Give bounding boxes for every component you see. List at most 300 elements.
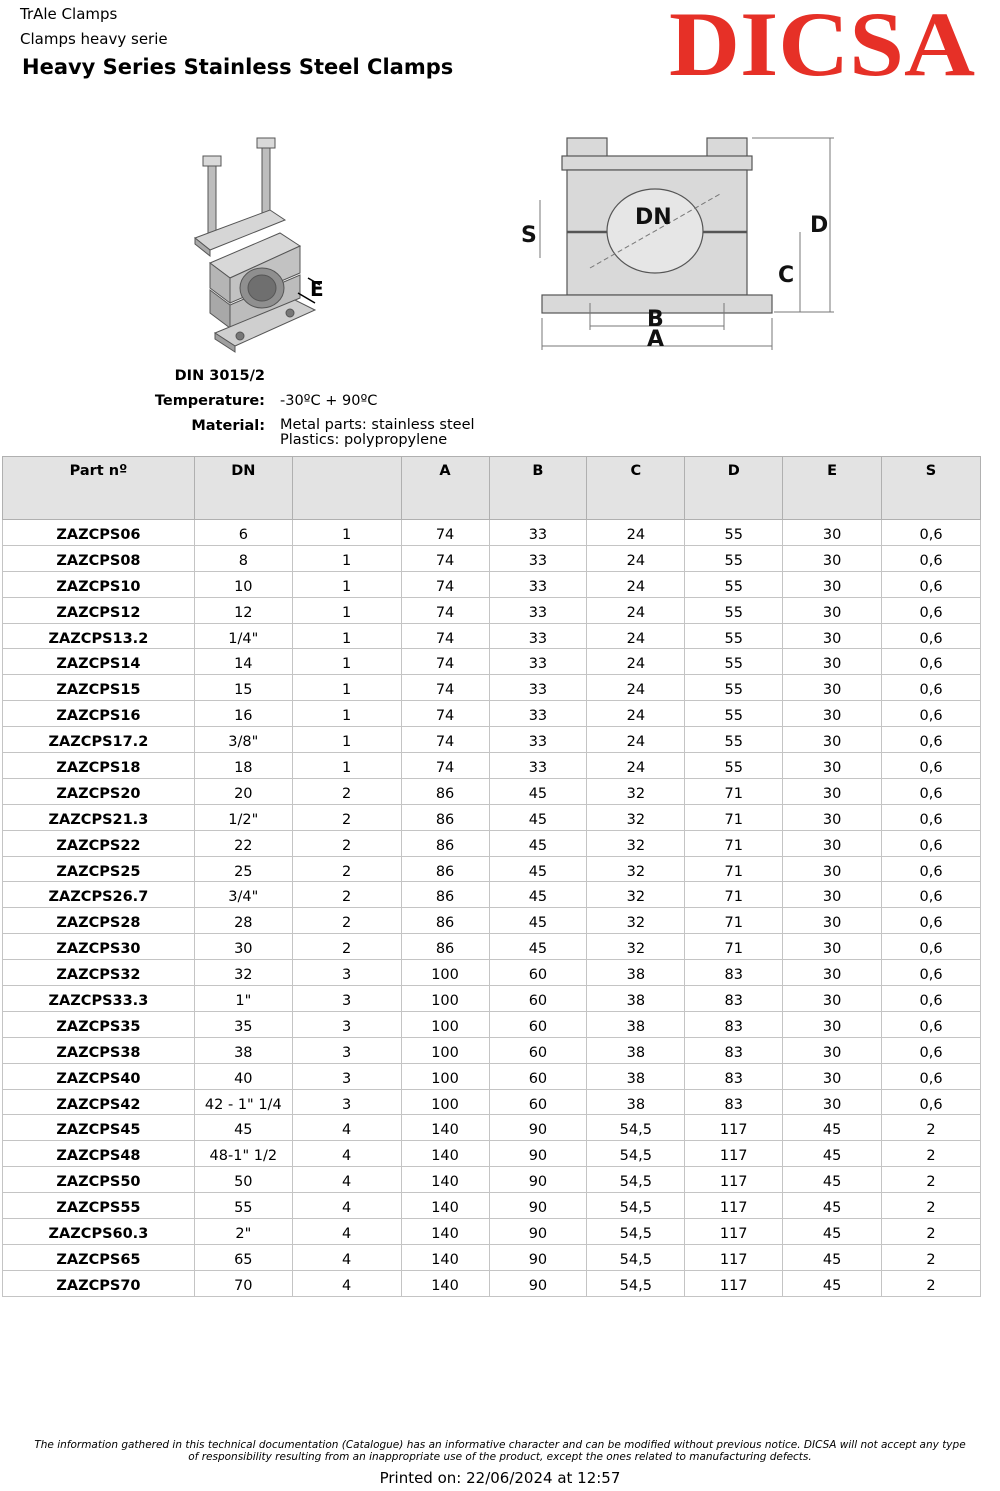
- table-cell: 3: [292, 1063, 401, 1089]
- table-cell: 71: [685, 778, 783, 804]
- table-cell: 45: [194, 1115, 292, 1141]
- table-cell: 86: [401, 882, 489, 908]
- table-cell: 100: [401, 1089, 489, 1115]
- table-cell: 140: [401, 1141, 489, 1167]
- table-row: [3, 727, 981, 753]
- table-cell: 30: [783, 649, 882, 675]
- table-cell: 140: [401, 1193, 489, 1219]
- table-cell: 140: [401, 1244, 489, 1270]
- table-cell: 4: [292, 1270, 401, 1296]
- table-cell: 90: [489, 1219, 587, 1245]
- table-cell: 2: [292, 882, 401, 908]
- disclaimer-line-2: of responsibility resulting from an inappropriate use of the product, except the ones related to manufacturing defects.: [188, 1450, 812, 1463]
- table-cell: 4: [292, 1115, 401, 1141]
- table-cell: 24: [587, 623, 685, 649]
- table-cell: 4: [292, 1167, 401, 1193]
- table-cell: 71: [685, 804, 783, 830]
- table-cell: 30: [783, 804, 882, 830]
- table-cell: 15: [194, 675, 292, 701]
- table-cell: 71: [685, 908, 783, 934]
- table-row: [3, 1270, 981, 1296]
- table-cell: 45: [783, 1244, 882, 1270]
- table-cell: 32: [587, 778, 685, 804]
- part-number-cell: ZAZCPS33.3: [3, 986, 195, 1012]
- table-cell: 83: [685, 1037, 783, 1063]
- table-cell: 1/4": [194, 623, 292, 649]
- table-cell: 86: [401, 934, 489, 960]
- table-cell: 0,6: [882, 908, 981, 934]
- table-cell: 25: [194, 856, 292, 882]
- table-cell: 1: [292, 571, 401, 597]
- table-cell: 83: [685, 1063, 783, 1089]
- table-cell: 90: [489, 1167, 587, 1193]
- table-cell: 38: [587, 1089, 685, 1115]
- table-cell: 83: [685, 960, 783, 986]
- standard-label: DIN 3015/2: [174, 368, 265, 384]
- part-number-cell: ZAZCPS17.2: [3, 727, 195, 753]
- table-cell: 30: [783, 960, 882, 986]
- table-row: [3, 1141, 981, 1167]
- table-row: [3, 753, 981, 779]
- table-cell: 71: [685, 934, 783, 960]
- table-cell: 45: [489, 778, 587, 804]
- table-cell: 1: [292, 649, 401, 675]
- table-cell: 24: [587, 597, 685, 623]
- table-cell: 117: [685, 1193, 783, 1219]
- table-row: [3, 934, 981, 960]
- table-cell: 60: [489, 1063, 587, 1089]
- table-cell: 0,6: [882, 856, 981, 882]
- part-number-cell: ZAZCPS65: [3, 1244, 195, 1270]
- table-cell: 32: [587, 908, 685, 934]
- table-cell: 3: [292, 1089, 401, 1115]
- table-cell: 2: [882, 1193, 981, 1219]
- part-number-cell: ZAZCPS50: [3, 1167, 195, 1193]
- part-number-cell: ZAZCPS28: [3, 908, 195, 934]
- table-cell: 54,5: [587, 1115, 685, 1141]
- table-cell: 32: [587, 934, 685, 960]
- table-cell: 55: [685, 571, 783, 597]
- table-cell: 48-1" 1/2: [194, 1141, 292, 1167]
- table-cell: 45: [489, 908, 587, 934]
- part-number-cell: ZAZCPS42: [3, 1089, 195, 1115]
- table-row: [3, 649, 981, 675]
- table-cell: 55: [194, 1193, 292, 1219]
- table-cell: 0,6: [882, 1037, 981, 1063]
- table-cell: 30: [783, 934, 882, 960]
- table-cell: 30: [783, 571, 882, 597]
- part-number-cell: ZAZCPS45: [3, 1115, 195, 1141]
- table-row: [3, 571, 981, 597]
- table-cell: 30: [783, 1011, 882, 1037]
- table-cell: 140: [401, 1167, 489, 1193]
- table-cell: 30: [194, 934, 292, 960]
- part-number-cell: ZAZCPS55: [3, 1193, 195, 1219]
- clamp-isometric-drawing: [180, 128, 340, 360]
- table-cell: 30: [783, 908, 882, 934]
- table-cell: 30: [783, 778, 882, 804]
- table-cell: 30: [783, 830, 882, 856]
- table-cell: 54,5: [587, 1244, 685, 1270]
- col-part-no: Part nº: [3, 457, 195, 520]
- clamp-dimension-drawing: [512, 128, 842, 358]
- table-cell: 2: [882, 1244, 981, 1270]
- table-row: [3, 1011, 981, 1037]
- table-cell: 74: [401, 649, 489, 675]
- table-header-row: [3, 457, 981, 520]
- table-cell: 100: [401, 986, 489, 1012]
- table-cell: 54,5: [587, 1167, 685, 1193]
- part-number-cell: ZAZCPS18: [3, 753, 195, 779]
- table-cell: 2: [882, 1141, 981, 1167]
- table-row: [3, 597, 981, 623]
- table-row: [3, 1244, 981, 1270]
- material-value: [280, 418, 475, 448]
- temperature-value: -30ºC + 90ºC: [280, 393, 378, 409]
- table-cell: 140: [401, 1115, 489, 1141]
- table-cell: 74: [401, 727, 489, 753]
- table-row: [3, 520, 981, 546]
- part-number-cell: ZAZCPS06: [3, 520, 195, 546]
- table-cell: 100: [401, 1063, 489, 1089]
- table-cell: 90: [489, 1141, 587, 1167]
- table-cell: 100: [401, 1011, 489, 1037]
- table-cell: 86: [401, 856, 489, 882]
- table-cell: 45: [783, 1219, 882, 1245]
- table-cell: 71: [685, 856, 783, 882]
- table-cell: 117: [685, 1244, 783, 1270]
- table-row: [3, 830, 981, 856]
- table-cell: 45: [783, 1167, 882, 1193]
- table-cell: 60: [489, 986, 587, 1012]
- table-cell: 3/4": [194, 882, 292, 908]
- part-number-cell: ZAZCPS26.7: [3, 882, 195, 908]
- table-cell: 0,6: [882, 882, 981, 908]
- table-row: [3, 986, 981, 1012]
- part-number-cell: ZAZCPS21.3: [3, 804, 195, 830]
- table-cell: 40: [194, 1063, 292, 1089]
- table-cell: 32: [587, 830, 685, 856]
- table-cell: 0,6: [882, 804, 981, 830]
- table-cell: 33: [489, 727, 587, 753]
- part-number-cell: ZAZCPS70: [3, 1270, 195, 1296]
- table-cell: 45: [489, 804, 587, 830]
- table-cell: 20: [194, 778, 292, 804]
- part-number-cell: ZAZCPS32: [3, 960, 195, 986]
- table-cell: 54,5: [587, 1141, 685, 1167]
- table-cell: 32: [194, 960, 292, 986]
- table-cell: 30: [783, 545, 882, 571]
- table-cell: 45: [783, 1115, 882, 1141]
- part-number-cell: ZAZCPS20: [3, 778, 195, 804]
- table-row: [3, 1219, 981, 1245]
- table-body: [3, 520, 981, 1297]
- logo-text: DICSA: [669, 2, 975, 82]
- table-cell: 1: [292, 727, 401, 753]
- table-cell: 74: [401, 675, 489, 701]
- table-cell: 30: [783, 986, 882, 1012]
- table-cell: 0,6: [882, 520, 981, 546]
- table-cell: 100: [401, 960, 489, 986]
- table-cell: 38: [587, 986, 685, 1012]
- parts-table: [2, 456, 981, 1297]
- table-cell: 1/2": [194, 804, 292, 830]
- table-cell: 0,6: [882, 1063, 981, 1089]
- dicsa-logo: [666, 2, 978, 82]
- table-cell: 55: [685, 727, 783, 753]
- table-cell: 2: [292, 908, 401, 934]
- table-cell: 14: [194, 649, 292, 675]
- table-cell: 35: [194, 1011, 292, 1037]
- table-cell: 24: [587, 675, 685, 701]
- table-cell: 42 - 1" 1/4: [194, 1089, 292, 1115]
- table-cell: 86: [401, 804, 489, 830]
- front-label-a: A: [647, 327, 665, 352]
- table-cell: 38: [587, 1037, 685, 1063]
- table-cell: 0,6: [882, 960, 981, 986]
- table-cell: 0,6: [882, 934, 981, 960]
- table-cell: 70: [194, 1270, 292, 1296]
- table-cell: 4: [292, 1193, 401, 1219]
- col-e: E: [783, 457, 882, 520]
- table-cell: 33: [489, 753, 587, 779]
- table-cell: 2: [292, 778, 401, 804]
- table-cell: 2: [882, 1270, 981, 1296]
- table-cell: 45: [489, 856, 587, 882]
- table-cell: 0,6: [882, 623, 981, 649]
- table-cell: 55: [685, 649, 783, 675]
- table-cell: 0,6: [882, 701, 981, 727]
- table-cell: 54,5: [587, 1219, 685, 1245]
- table-cell: 50: [194, 1167, 292, 1193]
- table-cell: 24: [587, 753, 685, 779]
- table-cell: 45: [489, 830, 587, 856]
- table-cell: 55: [685, 753, 783, 779]
- table-cell: 0,6: [882, 675, 981, 701]
- table-cell: 3: [292, 1037, 401, 1063]
- table-cell: 3/8": [194, 727, 292, 753]
- table-cell: 71: [685, 830, 783, 856]
- table-cell: 16: [194, 701, 292, 727]
- table-cell: 0,6: [882, 571, 981, 597]
- part-number-cell: ZAZCPS12: [3, 597, 195, 623]
- table-cell: 33: [489, 545, 587, 571]
- table-cell: 8: [194, 545, 292, 571]
- table-cell: 90: [489, 1270, 587, 1296]
- table-cell: 30: [783, 1089, 882, 1115]
- table-cell: 38: [587, 1011, 685, 1037]
- front-label-b: B: [647, 307, 664, 332]
- table-cell: 140: [401, 1270, 489, 1296]
- table-cell: 18: [194, 753, 292, 779]
- table-cell: 6: [194, 520, 292, 546]
- printed-date: Printed on: 22/06/2024 at 12:57: [379, 1469, 621, 1487]
- table-cell: 0,6: [882, 753, 981, 779]
- table-cell: 117: [685, 1270, 783, 1296]
- table-cell: 1: [292, 675, 401, 701]
- table-cell: 4: [292, 1219, 401, 1245]
- part-number-cell: ZAZCPS38: [3, 1037, 195, 1063]
- table-cell: 33: [489, 571, 587, 597]
- table-cell: 45: [489, 934, 587, 960]
- part-number-cell: ZAZCPS16: [3, 701, 195, 727]
- table-row: [3, 778, 981, 804]
- table-row: [3, 1089, 981, 1115]
- part-number-cell: ZAZCPS40: [3, 1063, 195, 1089]
- part-number-cell: ZAZCPS60.3: [3, 1219, 195, 1245]
- table-row: [3, 545, 981, 571]
- part-number-cell: ZAZCPS14: [3, 649, 195, 675]
- material-metal: Metal parts: stainless steel: [280, 417, 475, 433]
- table-cell: 38: [194, 1037, 292, 1063]
- table-cell: 2: [292, 804, 401, 830]
- table-cell: 30: [783, 882, 882, 908]
- table-cell: 2: [882, 1219, 981, 1245]
- table-cell: 74: [401, 701, 489, 727]
- table-cell: 0,6: [882, 830, 981, 856]
- table-cell: 30: [783, 597, 882, 623]
- table-cell: 74: [401, 623, 489, 649]
- table-cell: 32: [587, 804, 685, 830]
- table-cell: 38: [587, 960, 685, 986]
- table-cell: 90: [489, 1244, 587, 1270]
- table-cell: 2: [882, 1115, 981, 1141]
- table-cell: 55: [685, 545, 783, 571]
- table-cell: 117: [685, 1115, 783, 1141]
- table-row: [3, 1193, 981, 1219]
- table-cell: 1: [292, 597, 401, 623]
- table-cell: 30: [783, 623, 882, 649]
- table-cell: 30: [783, 701, 882, 727]
- table-cell: 3: [292, 960, 401, 986]
- table-row: [3, 856, 981, 882]
- header-series: Clamps heavy serie: [20, 30, 168, 48]
- part-number-cell: ZAZCPS10: [3, 571, 195, 597]
- table-cell: 55: [685, 520, 783, 546]
- table-row: [3, 804, 981, 830]
- part-number-cell: ZAZCPS25: [3, 856, 195, 882]
- table-cell: 3: [292, 986, 401, 1012]
- table-cell: 74: [401, 753, 489, 779]
- front-label-c: C: [778, 263, 795, 288]
- table-cell: 30: [783, 856, 882, 882]
- table-cell: 100: [401, 1037, 489, 1063]
- table-cell: 0,6: [882, 649, 981, 675]
- col-b: B: [489, 457, 587, 520]
- table-cell: 1": [194, 986, 292, 1012]
- table-cell: 0,6: [882, 727, 981, 753]
- table-cell: 140: [401, 1219, 489, 1245]
- table-row: [3, 908, 981, 934]
- part-number-cell: ZAZCPS15: [3, 675, 195, 701]
- table-row: [3, 1167, 981, 1193]
- front-label-dn: DN: [635, 205, 672, 230]
- table-cell: 65: [194, 1244, 292, 1270]
- table-cell: 71: [685, 882, 783, 908]
- table-cell: 30: [783, 520, 882, 546]
- table-cell: 1: [292, 753, 401, 779]
- table-cell: 24: [587, 520, 685, 546]
- table-cell: 33: [489, 675, 587, 701]
- table-cell: 3: [292, 1011, 401, 1037]
- part-number-cell: ZAZCPS08: [3, 545, 195, 571]
- col-s: S: [882, 457, 981, 520]
- table-cell: 0,6: [882, 986, 981, 1012]
- table-cell: 24: [587, 649, 685, 675]
- table-cell: 55: [685, 675, 783, 701]
- table-cell: 10: [194, 571, 292, 597]
- table-row: [3, 1115, 981, 1141]
- iso-label-e: E: [310, 277, 324, 301]
- table-cell: 45: [783, 1141, 882, 1167]
- table-cell: 55: [685, 597, 783, 623]
- table-row: [3, 675, 981, 701]
- temperature-label: Temperature:: [154, 393, 265, 409]
- table-cell: 33: [489, 597, 587, 623]
- part-number-cell: ZAZCPS48: [3, 1141, 195, 1167]
- table-cell: 83: [685, 1011, 783, 1037]
- table-cell: 4: [292, 1244, 401, 1270]
- table-cell: 0,6: [882, 1011, 981, 1037]
- page-title: Heavy Series Stainless Steel Clamps: [22, 55, 454, 79]
- table-cell: 54,5: [587, 1193, 685, 1219]
- table-cell: 33: [489, 520, 587, 546]
- table-cell: 38: [587, 1063, 685, 1089]
- table-cell: 0,6: [882, 597, 981, 623]
- table-cell: 24: [587, 701, 685, 727]
- front-label-d: D: [810, 213, 829, 238]
- table-row: [3, 701, 981, 727]
- table-cell: 1: [292, 545, 401, 571]
- table-cell: 54,5: [587, 1270, 685, 1296]
- table-cell: 2: [292, 934, 401, 960]
- table-cell: 2: [292, 830, 401, 856]
- table-cell: 86: [401, 830, 489, 856]
- material-plastic: Plastics: polypropylene: [280, 432, 448, 448]
- table-cell: 33: [489, 701, 587, 727]
- table-cell: 33: [489, 649, 587, 675]
- table-cell: 32: [587, 882, 685, 908]
- table-cell: 60: [489, 960, 587, 986]
- table-cell: 74: [401, 597, 489, 623]
- table-cell: 2: [292, 856, 401, 882]
- table-cell: 28: [194, 908, 292, 934]
- table-cell: 60: [489, 1037, 587, 1063]
- table-cell: 22: [194, 830, 292, 856]
- table-row: [3, 960, 981, 986]
- col-dn: DN: [194, 457, 292, 520]
- col-c: C: [587, 457, 685, 520]
- table-row: [3, 623, 981, 649]
- disclaimer: [8, 1440, 992, 1463]
- material-label: Material:: [191, 418, 265, 434]
- table-row: [3, 1063, 981, 1089]
- table-cell: 0,6: [882, 1089, 981, 1115]
- table-cell: 24: [587, 727, 685, 753]
- table-cell: 32: [587, 856, 685, 882]
- part-number-cell: ZAZCPS30: [3, 934, 195, 960]
- col-size: [292, 457, 401, 520]
- table-cell: 4: [292, 1141, 401, 1167]
- table-cell: 90: [489, 1115, 587, 1141]
- disclaimer-line-1: The information gathered in this technical documentation (Catalogue) has an informative character and can be modified without previous notice. DICSA will not accept any type: [34, 1439, 966, 1451]
- table-cell: 30: [783, 1037, 882, 1063]
- table-cell: 0,6: [882, 778, 981, 804]
- table-cell: 2": [194, 1219, 292, 1245]
- table-cell: 30: [783, 727, 882, 753]
- table-cell: 86: [401, 778, 489, 804]
- table-cell: 1: [292, 623, 401, 649]
